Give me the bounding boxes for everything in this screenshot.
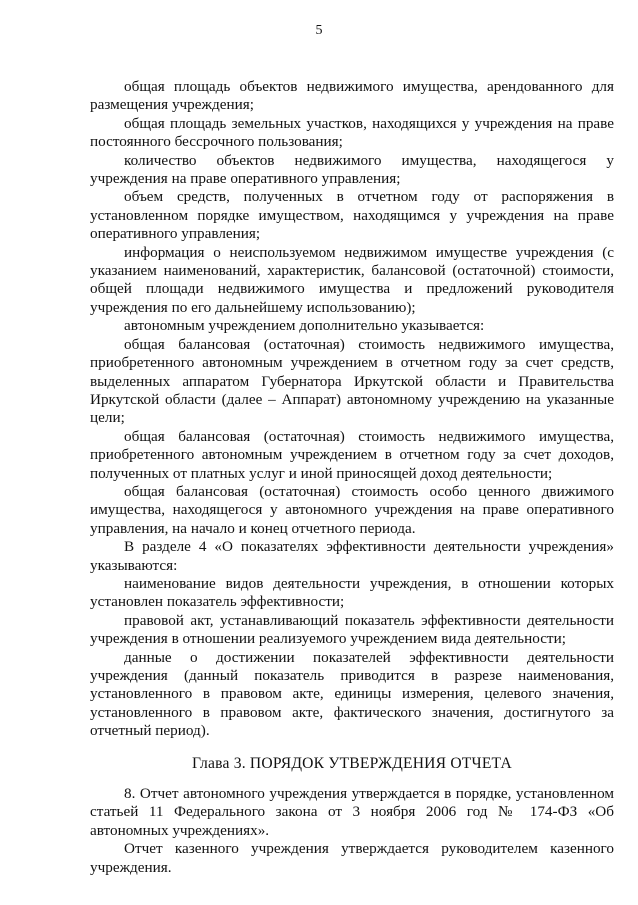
paragraph: общая балансовая (остаточная) стоимость особо ценного движимого имущества, находящегося у автономного учреждения на праве оперативного управления, на начало и конец отчетного периода. <box>90 482 614 537</box>
paragraph: общая балансовая (остаточная) стоимость недвижимого имущества, приобретенного автономным учреждением в отчетном году за счет доходов, полученных от платных услуг и иной приносящей доход деятельности; <box>90 427 614 482</box>
paragraph: В разделе 4 «О показателях эффективности деятельности учреждения» указываются: <box>90 538 614 574</box>
paragraph: 8. Отчет автономного учреждения утверждается в порядке, установленном статьей 11 Федерального закона от 3 ноября 2006 год № 174-ФЗ «Об автономных учреждениях». <box>90 785 614 839</box>
paragraph: количество объектов недвижимого имущества, находящегося у учреждения на праве оперативного управления; <box>90 151 614 188</box>
chapter-heading: Глава 3. ПОРЯДОК УТВЕРЖДЕНИЯ ОТЧЕТА <box>192 754 512 772</box>
paragraph: данные о достижении показателей эффективности деятельности учреждения (данный показатель приводится в разрезе наименования, установленного в правовом акте, единицы измерения, целевого значения, установленного в правовом акте, фактического значения, достигнутого за отчетный период). <box>90 648 614 740</box>
paragraph: общая площадь объектов недвижимого имущества, арендованного для размещения учреждения; <box>90 78 614 114</box>
paragraph: автономным учреждением дополнительно указывается: <box>124 317 485 335</box>
page-number: 5 <box>315 23 323 38</box>
paragraph: наименование видов деятельности учреждения, в отношении которых установлен показатель эффективности; <box>90 574 614 611</box>
paragraph: объем средств, полученных в отчетном году от распоряжения в установленном порядке имуществом, находящимся у учреждения на праве оперативного управления; <box>90 188 614 243</box>
paragraph: правовой акт, устанавливающий показатель эффективности деятельности учреждения в отношении реализуемого учреждением вида деятельности; <box>90 611 614 648</box>
paragraph: общая балансовая (остаточная) стоимость недвижимого имущества, приобретенного автономным учреждением в отчетном году за счет средств, выделенных аппаратом Губернатора Иркутской области и Правительства Иркутской области (далее – Аппарат) автономному учреждению на указанные цели; <box>90 335 614 427</box>
paragraph: информация о неиспользуемом недвижимом имуществе учреждения (с указанием наименований, характеристик, балансовой (остаточной) стоимости, общей площади недвижимого имущества и предложений руководителя учреждения по его дальнейшему использованию); <box>90 243 614 316</box>
paragraph: общая площадь земельных участков, находящихся у учреждения на праве постоянного бессрочного пользования; <box>90 114 614 151</box>
paragraph: Отчет казенного учреждения утверждается руководителем казенного учреждения. <box>90 840 614 876</box>
document-body <box>90 78 614 877</box>
